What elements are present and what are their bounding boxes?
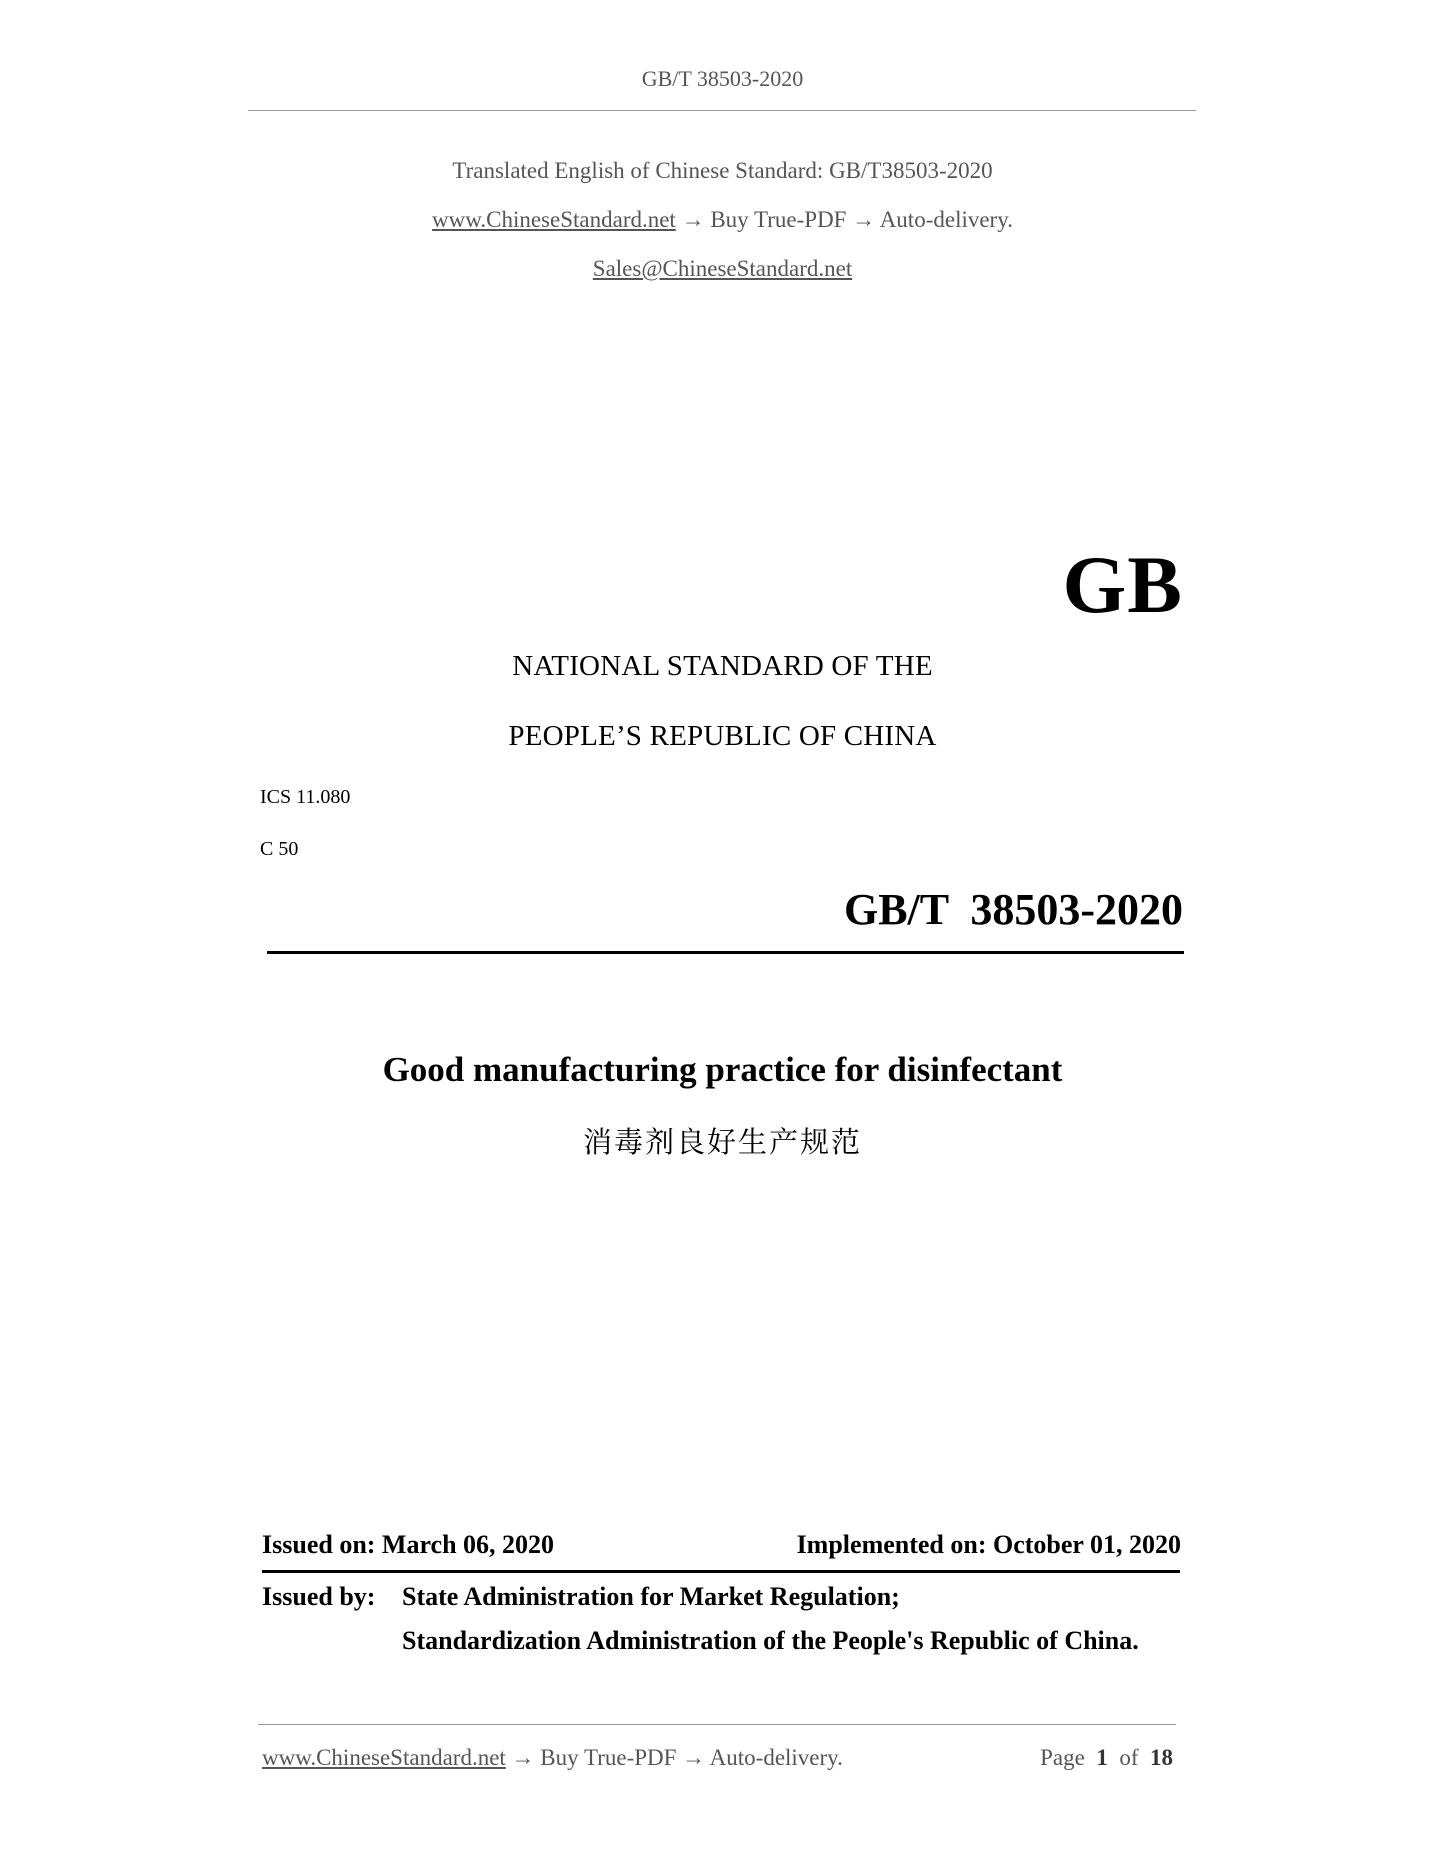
footer-purchase-notice [262,1745,843,1771]
standard-number: GB/T 38503-2020 [843,885,1183,934]
footer-purchase-text: → Buy True-PDF → Auto-delivery. [505,1745,843,1770]
issued-by-label: Issued by: [262,1582,376,1611]
footer-website-link[interactable]: www.ChineseStandard.net [262,1745,506,1770]
translation-notice: Translated English of Chinese Standard: GB/T38503-2020 [452,158,993,183]
email-line [0,256,1445,282]
document-title-chinese: 消毒剂良好生产规范 [582,1125,862,1159]
footer-divider [258,1724,1176,1725]
dates-rule [262,1570,1180,1573]
issuer-samr: State Administration for Market Regulation; [402,1582,900,1611]
purchase-notice-text: → Buy True-PDF → Auto-delivery. [675,207,1013,232]
website-link[interactable]: www.ChineseStandard.net [432,207,676,232]
country-line: PEOPLE’S REPUBLIC OF CHINA [508,720,937,752]
header-divider [248,110,1196,111]
standard-number-rule [267,951,1184,954]
page-label: Page [1040,1745,1085,1770]
page-current: 1 [1096,1745,1108,1770]
page-of-label: of [1119,1745,1139,1770]
sales-email-link[interactable]: Sales@ChineseStandard.net [592,256,853,281]
page-total: 18 [1150,1745,1173,1770]
page-indicator [1040,1745,1173,1771]
gb-mark: GB [1062,539,1183,630]
national-standard-line: NATIONAL STANDARD OF THE [512,650,933,682]
ics-code: ICS 11.080 [260,786,351,808]
issuer-sac: Standardization Administration of the People's Republic of China. [402,1626,1139,1655]
ccs-code: C 50 [260,838,299,860]
purchase-notice [0,207,1445,233]
document-title-english: Good manufacturing practice for disinfectant [382,1050,1063,1089]
page-header-title: GB/T 38503-2020 [641,66,804,91]
implemented-on-date: Implemented on: October 01, 2020 [796,1530,1181,1559]
issued-on-date: Issued on: March 06, 2020 [262,1530,555,1559]
